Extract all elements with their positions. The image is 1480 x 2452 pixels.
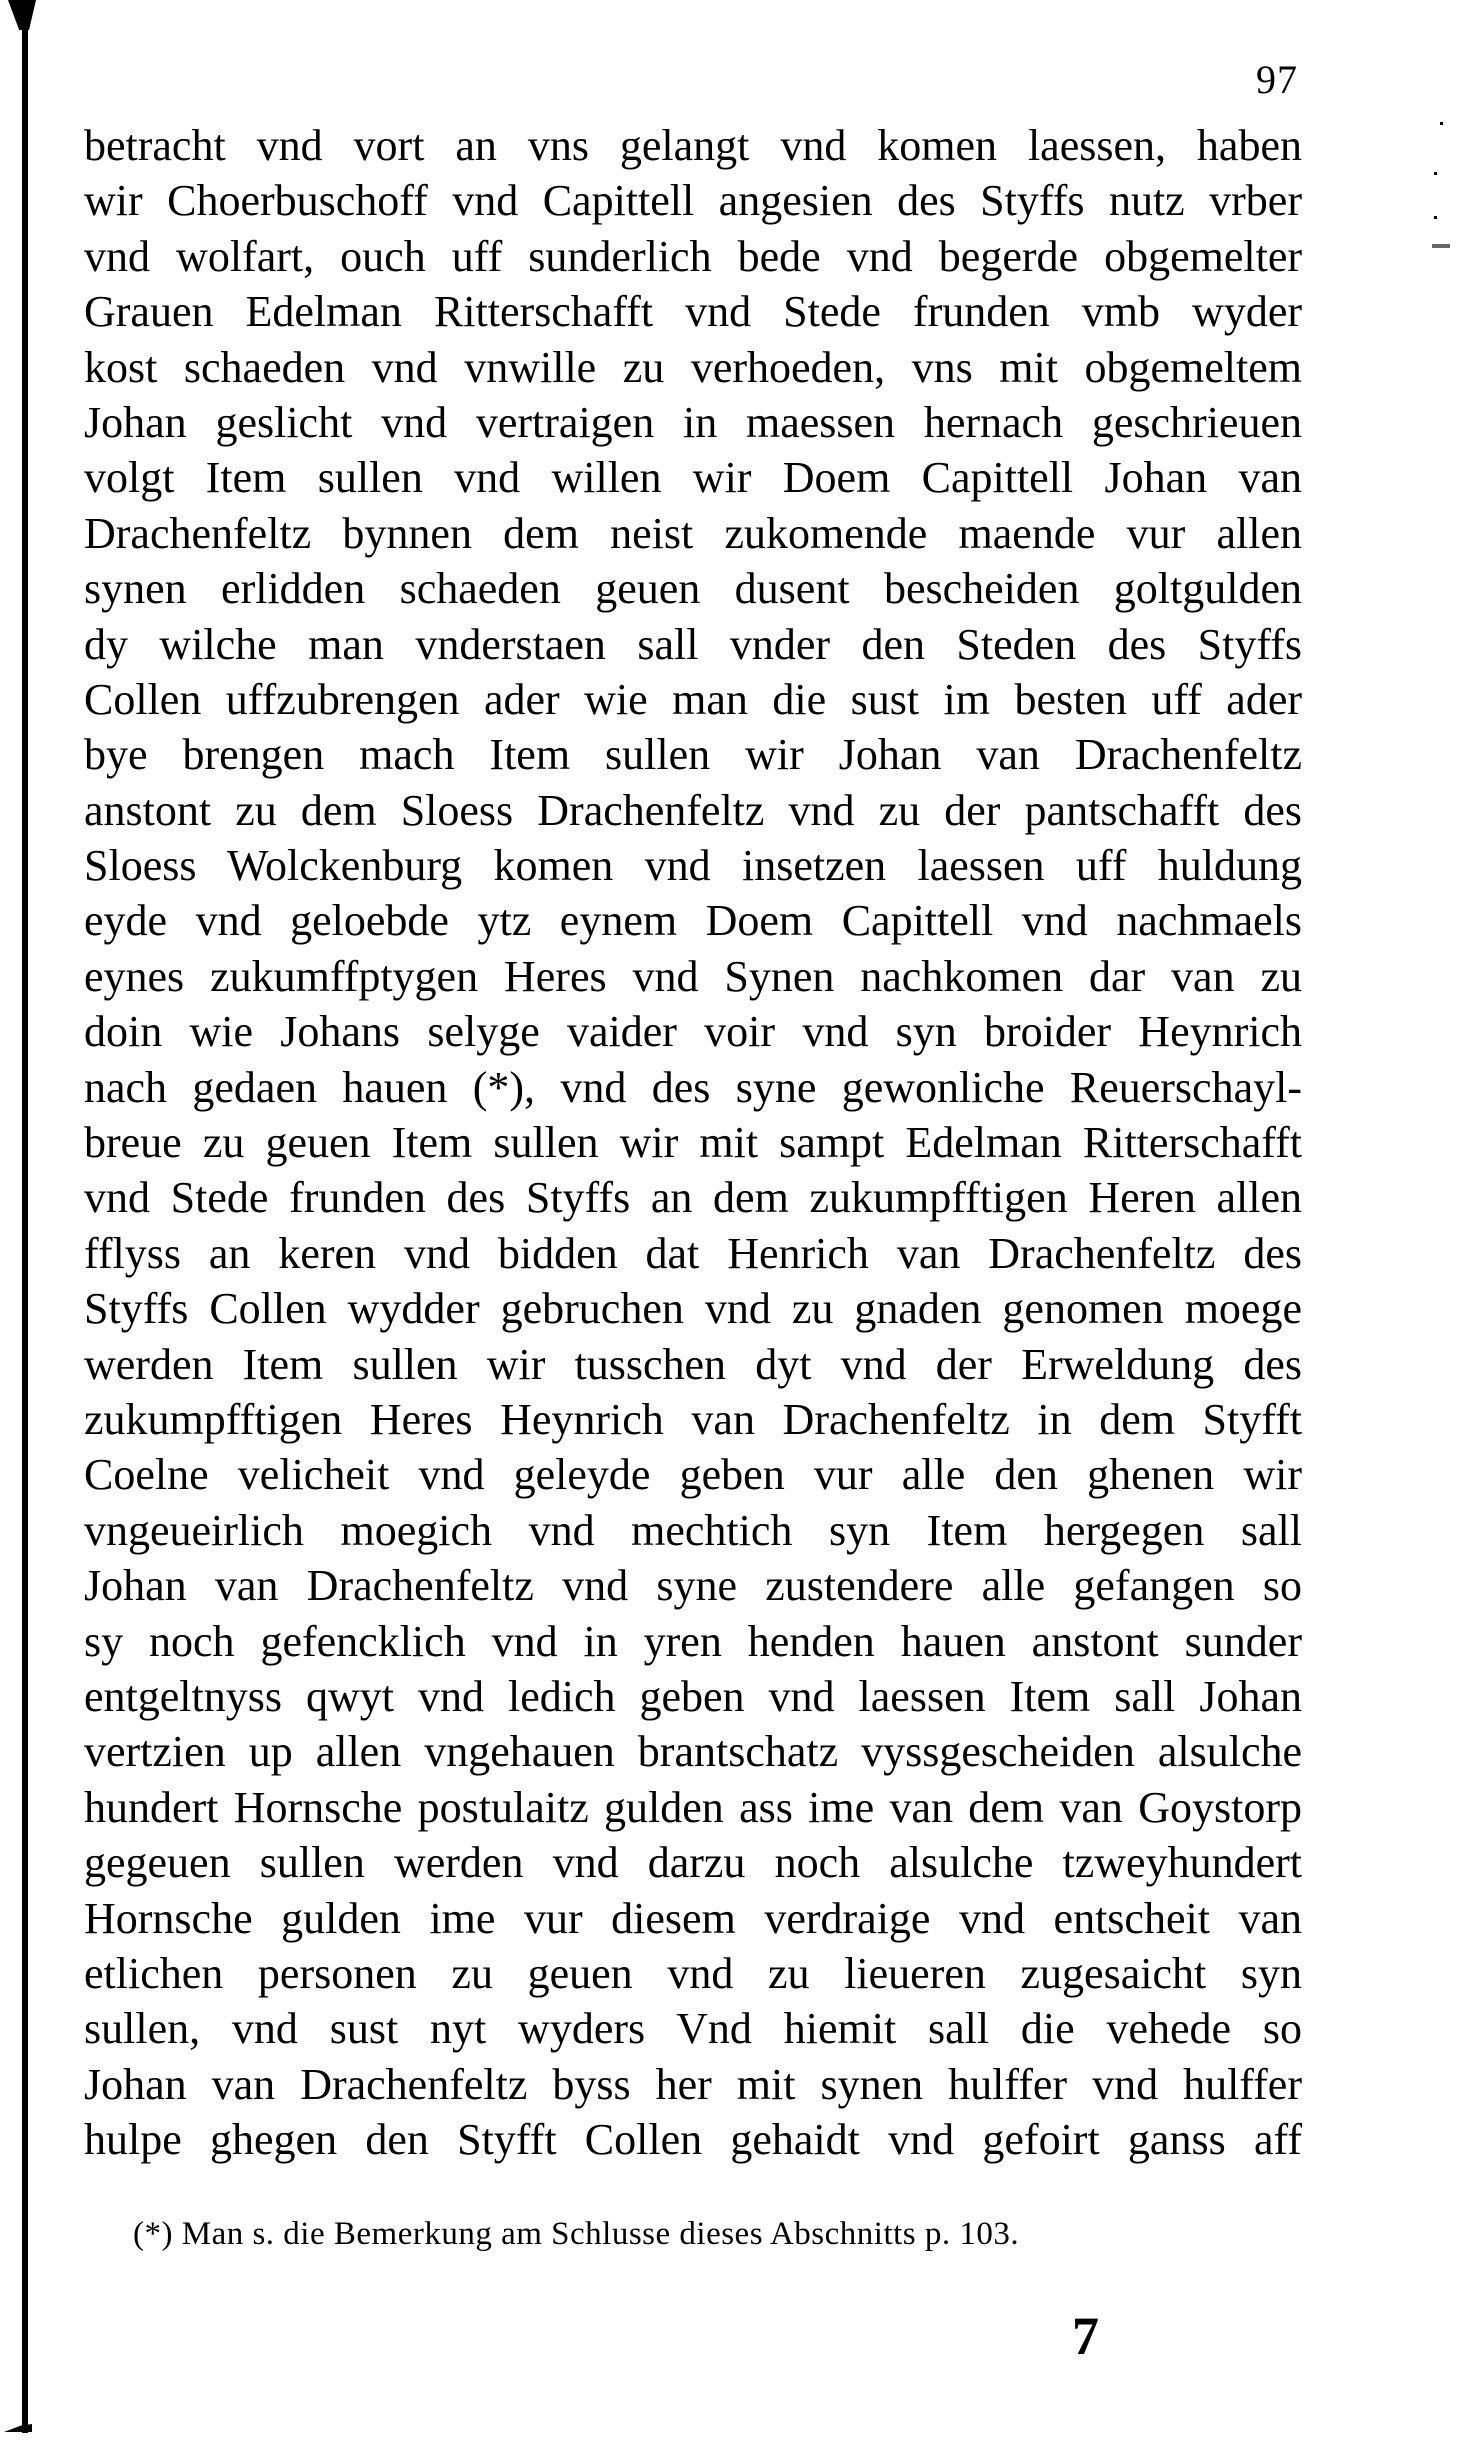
- text-line-content: Styffs Collen wydder gebruchen vnd zu gnaden genomen moege: [84, 1284, 1302, 1334]
- text-line: [84, 1780, 1302, 1835]
- text-line-content: synen erlidden schaeden geuen dusent bescheiden goltgulden: [84, 564, 1302, 614]
- text-line-content: werden Item sullen wir tusschen dyt vnd der Erweldung des: [84, 1339, 1302, 1389]
- text-line: [84, 617, 1302, 672]
- text-line: [84, 1281, 1302, 1336]
- text-line-content: breue zu geuen Item sullen wir mit sampt Edelman Ritterschafft: [84, 1118, 1302, 1168]
- text-line: [84, 506, 1302, 561]
- binding-edge-foot: [4, 2424, 32, 2432]
- text-line-content: vnd wolfart, ouch uff sunderlich bede vnd begerde obgemelter: [84, 231, 1302, 281]
- text-line: [84, 838, 1302, 893]
- text-line: [84, 1226, 1302, 1281]
- text-line: [84, 395, 1302, 450]
- text-line-content: Collen uffzubrengen ader wie man die sust im besten uff ader: [84, 674, 1302, 724]
- text-line: [84, 561, 1302, 616]
- text-line: [84, 340, 1302, 395]
- margin-speck: [1434, 216, 1437, 219]
- text-line: [84, 229, 1302, 284]
- text-line: [84, 1060, 1302, 1115]
- text-line: [84, 1115, 1302, 1170]
- text-line-content: betracht vnd vort an vns gelangt vnd komen laessen, haben: [84, 121, 1302, 170]
- text-line: [84, 1946, 1302, 2001]
- text-line-content: Johan van Drachenfeltz byss her mit synen hulffer vnd hulffer: [84, 2059, 1302, 2109]
- text-line-content: entgeltnyss qwyt vnd ledich geben vnd laessen Item sall Johan: [84, 1671, 1302, 1721]
- text-line: [84, 2057, 1302, 2112]
- text-line-content: nach gedaen hauen (*), vnd des syne gewonliche Reuerschayl-: [84, 1062, 1302, 1112]
- text-line: [84, 1337, 1302, 1392]
- text-line-content: hulpe ghegen den Styfft Collen gehaidt vnd gefoirt ganss aff: [84, 2115, 1302, 2165]
- text-line-content: vngeueirlich moegich vnd mechtich syn Item hergegen sall: [84, 1505, 1302, 1555]
- text-line: [84, 1004, 1302, 1059]
- text-line: [84, 173, 1302, 228]
- text-line-content: eyde vnd geloebde ytz eynem Doem Capittell vnd nachmaels: [84, 896, 1302, 946]
- text-line: [84, 1891, 1302, 1946]
- text-line: [84, 1558, 1302, 1613]
- text-line-content: Hornsche gulden ime vur diesem verdraige vnd entscheit van: [84, 1893, 1302, 1943]
- text-line: [84, 893, 1302, 948]
- margin-speck: [1440, 122, 1443, 125]
- text-line-content: bye brengen mach Item sullen wir Johan van Drachenfeltz: [84, 730, 1302, 780]
- text-line: [84, 1669, 1302, 1724]
- text-line: [84, 949, 1302, 1004]
- margin-speck: [1432, 244, 1450, 248]
- text-line-content: wir Choerbuschoff vnd Capittell angesien des Styffs nutz vrber: [84, 176, 1302, 226]
- margin-speck: [1434, 172, 1437, 175]
- text-line: [84, 1503, 1302, 1558]
- text-line-content: doin wie Johans selyge vaider voir vnd syn broider Heynrich: [84, 1007, 1302, 1057]
- text-line: [84, 727, 1302, 782]
- text-line: [84, 2001, 1302, 2056]
- text-line: [84, 1614, 1302, 1669]
- text-line-content: gegeuen sullen werden vnd darzu noch alsulche tzweyhundert: [84, 1838, 1302, 1888]
- text-line-content: Sloess Wolckenburg komen vnd insetzen laessen uff huldung: [84, 841, 1302, 891]
- text-line-content: Coelne velicheit vnd geleyde geben vur alle den ghenen wir: [84, 1450, 1302, 1500]
- text-line: [84, 284, 1302, 339]
- text-line-content: zukumpfftigen Heres Heynrich van Drachenfeltz in dem Styfft: [84, 1394, 1302, 1444]
- binding-edge-line: [22, 0, 28, 2433]
- text-line-content: Drachenfeltz bynnen dem neist zukomende maende vur allen: [84, 508, 1302, 558]
- body-text: [84, 118, 1302, 2167]
- text-line: [84, 783, 1302, 838]
- footnote: (*) Man s. die Bemerkung am Schlusse dieses Abschnitts p. 103.: [133, 2216, 1020, 2252]
- text-line-content: volgt Item sullen vnd willen wir Doem Capittell Johan van: [84, 453, 1302, 503]
- text-line-content: Grauen Edelman Ritterschafft vnd Stede frunden vmb wyder: [84, 287, 1302, 337]
- text-line-content: eynes zukumffptygen Heres vnd Synen nachkomen dar van zu: [84, 951, 1302, 1001]
- text-line: [84, 2112, 1302, 2167]
- text-line-content: dy wilche man vnderstaen sall vnder den Steden des Styffs: [84, 619, 1302, 669]
- text-line-content: Johan geslicht vnd vertraigen in maessen hernach geschrieuen: [84, 397, 1302, 447]
- text-line-content: vnd Stede frunden des Styffs an dem zukumpfftigen Heren allen: [84, 1173, 1302, 1223]
- text-line-content: Johan van Drachenfeltz vnd syne zustendere alle gefangen so: [84, 1561, 1302, 1611]
- text-line-content: kost schaeden vnd vnwille zu verhoeden, vns mit obgemeltem: [84, 342, 1302, 392]
- signature-mark: 7: [1072, 2306, 1099, 2366]
- text-line-content: hundert Hornsche postulaitz gulden ass ime van dem van Goystorp: [84, 1782, 1302, 1832]
- text-line-content: sy noch gefencklich vnd in yren henden hauen anstont sunder: [84, 1616, 1302, 1666]
- text-line: [84, 672, 1302, 727]
- text-line-content: vertzien up allen vngehauen brantschatz vyssgescheiden alsulche: [84, 1727, 1302, 1777]
- text-line-content: anstont zu dem Sloess Drachenfeltz vnd zu der pantschafft des: [84, 785, 1302, 835]
- text-line-content: fflyss an keren vnd bidden dat Henrich van Drachenfeltz des: [84, 1228, 1302, 1278]
- page-number: 97: [1256, 57, 1298, 102]
- text-line: [84, 118, 1302, 173]
- text-line: [84, 1835, 1302, 1890]
- text-line-content: sullen, vnd sust nyt wyders Vnd hiemit sall die vehede so: [84, 2004, 1302, 2054]
- text-line: [84, 1170, 1302, 1225]
- text-line-content: etlichen personen zu geuen vnd zu lieueren zugesaicht syn: [84, 1948, 1302, 1998]
- text-line: [84, 1392, 1302, 1447]
- text-line: [84, 1447, 1302, 1502]
- text-line: [84, 450, 1302, 505]
- text-line: [84, 1724, 1302, 1779]
